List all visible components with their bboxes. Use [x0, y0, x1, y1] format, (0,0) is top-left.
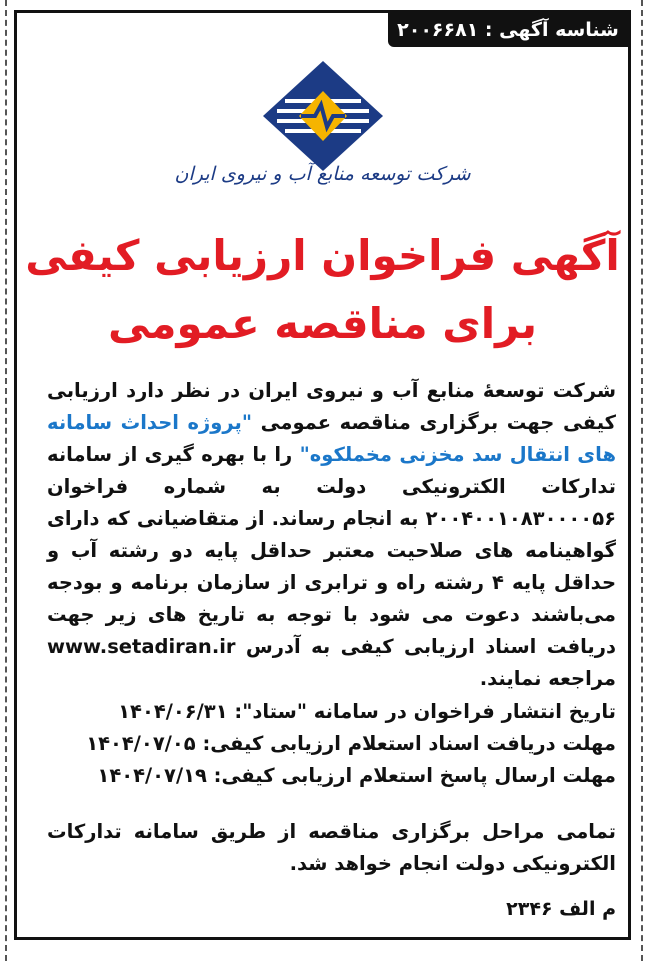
body-part3: به انجام رساند. از متقاضیانی که دارای گواهینامه های صلاحیت معتبر حداقل پایه دو رشته آب و حداقل پایه ۴ رشته راه و ترابری از سازمان برنامه و بودجه می‌باشند دعوت می شود با توجه به تاریخ های زیر جهت دریافت اسناد ارزیابی کیفی به آدرس [47, 507, 617, 658]
ad-frame [14, 10, 631, 940]
reference-code: م الف ۲۳۴۶ [506, 898, 616, 920]
company-name: شرکت توسعه منابع آب و نیروی ایران [174, 163, 471, 185]
receive-docs-deadline: مهلت دریافت اسناد استعلام ارزیابی کیفی: ۱۴۰۴/۰۷/۰۵ [86, 732, 616, 755]
dates-list [47, 696, 616, 792]
ad-title-line1: آگهی فراخوان ارزیابی کیفی [25, 231, 620, 280]
website-link[interactable]: www.setadiran.ir [47, 635, 236, 658]
ad-title-line2: برای مناقصه عمومی [108, 299, 537, 348]
project-name: "پروژه احداث سامانه های انتقال سد مخزنی مخملکوه" [47, 411, 616, 466]
cut-line-left [5, 0, 7, 961]
body-part4: مراجعه نمایند. [479, 667, 616, 690]
closing-note: تمامی مراحل برگزاری مناقصه از طریق سامانه تدارکات الکترونیکی دولت انجام خواهد شد. [47, 820, 616, 875]
company-logo-icon [263, 61, 383, 171]
publish-date: تاریخ انتشار فراخوان در سامانه "ستاد": ۱۴۰۴/۰۶/۳۱ [118, 700, 616, 723]
ad-body [47, 375, 616, 695]
tender-number: ۲۰۰۴۰۰۱۰۸۳۰۰۰۰۵۶ [425, 507, 616, 530]
body-intro: شرکت توسعهٔ منابع آب و نیروی ایران در نظر دارد ارزیابی کیفی جهت برگزاری مناقصه عمومی [47, 379, 617, 434]
submit-reply-deadline: مهلت ارسال پاسخ استعلام ارزیابی کیفی: ۱۴۰۴/۰۷/۱۹ [97, 764, 616, 787]
body-part2: را با بهره گیری از سامانه تدارکات الکترونیکی دولت به شماره فراخوان [47, 443, 616, 498]
ad-id-badge: شناسه آگهی : ۲۰۰۶۶۸۱ [388, 13, 628, 47]
cut-line-right [641, 0, 643, 961]
